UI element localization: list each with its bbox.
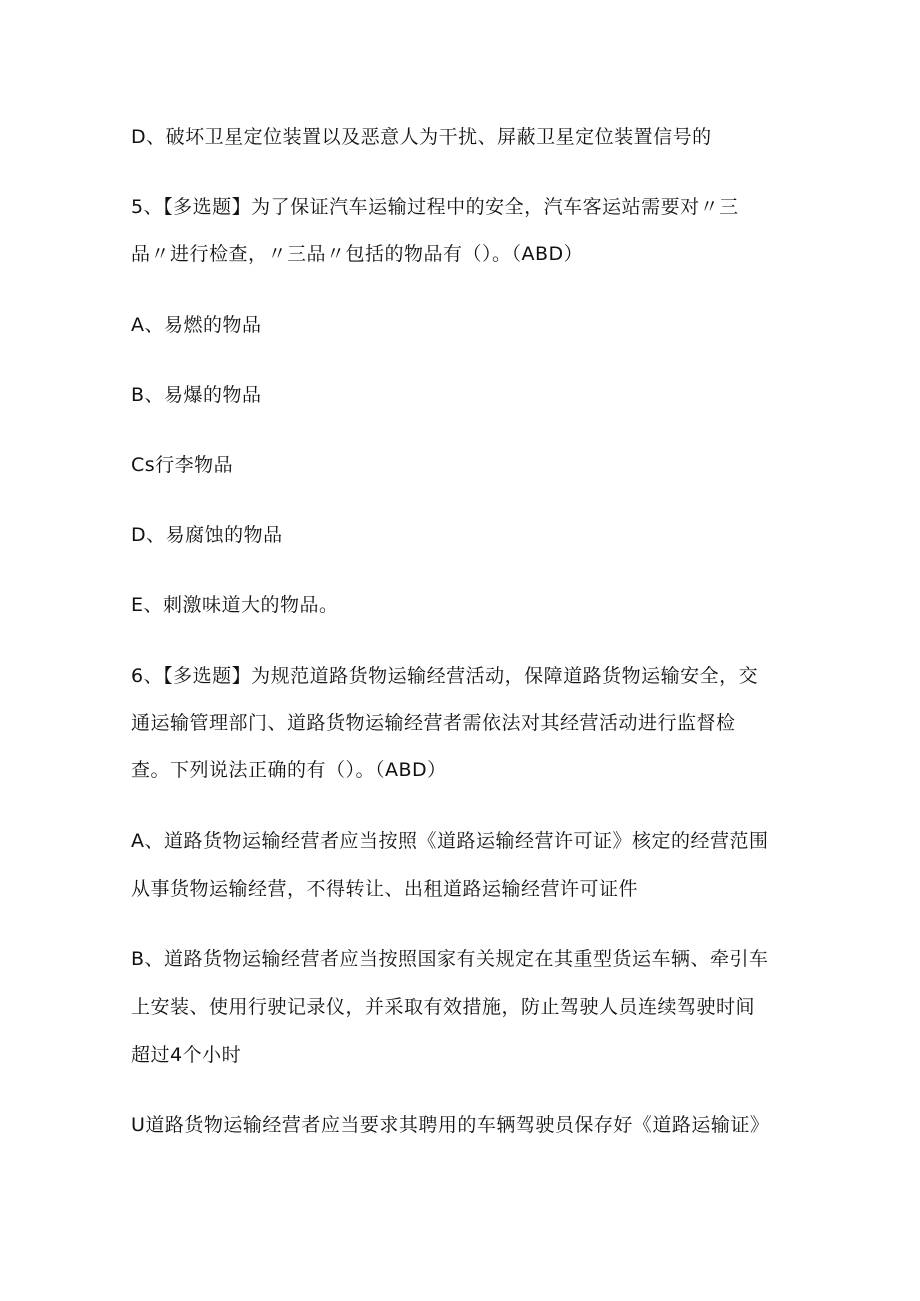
- question-5-option-c: Cs行李物品: [131, 454, 234, 476]
- question-6-option-a-line-1: A、道路货物运输经营者应当按照《道路运输经营许可证》核定的经营范围: [131, 830, 769, 852]
- question-5-option-d: D、易腐蚀的物品: [131, 524, 283, 546]
- question-6-option-a-line-2: 从事货物运输经营，不得转让、出租道路运输经营许可证件: [131, 878, 639, 900]
- question-5-line-2: 品〃进行检查，〃三品〃包括的物品有（）。（ABD）: [131, 243, 584, 265]
- question-6-line-3: 查。下列说法正确的有（）。（ABD）: [131, 759, 447, 781]
- question-6-option-b-line-3: 超过4个小时: [131, 1044, 242, 1066]
- question-5-option-a: A、易燃的物品: [131, 314, 262, 336]
- question-6-line-1: 6、【多选题】为规范道路货物运输经营活动，保障道路货物运输安全，交: [131, 665, 759, 687]
- question-5-line-1: 5、【多选题】为了保证汽车运输过程中的安全，汽车客运站需要对〃三: [131, 196, 739, 218]
- question-5-option-e: E、刺激味道大的物品。: [131, 594, 339, 616]
- question-6-option-c-line-1: U道路货物运输经营者应当要求其聘用的车辆驾驶员保存好《道路运输证》: [131, 1114, 770, 1136]
- question-6-option-b-line-1: B、道路货物运输经营者应当按照国家有关规定在其重型货运车辆、牵引车: [131, 948, 769, 970]
- question-6-line-2: 通运输管理部门、道路货物运输经营者需依法对其经营活动进行监督检: [131, 712, 736, 734]
- text-line-option-d: D、破坏卫星定位装置以及恶意人为干扰、屏蔽卫星定位装置信号的: [131, 126, 712, 148]
- question-6-option-b-line-2: 上安装、使用行驶记录仪，并采取有效措施，防止驾驶人员连续驾驶时间: [131, 996, 756, 1018]
- question-5-option-b: B、易爆的物品: [131, 384, 262, 406]
